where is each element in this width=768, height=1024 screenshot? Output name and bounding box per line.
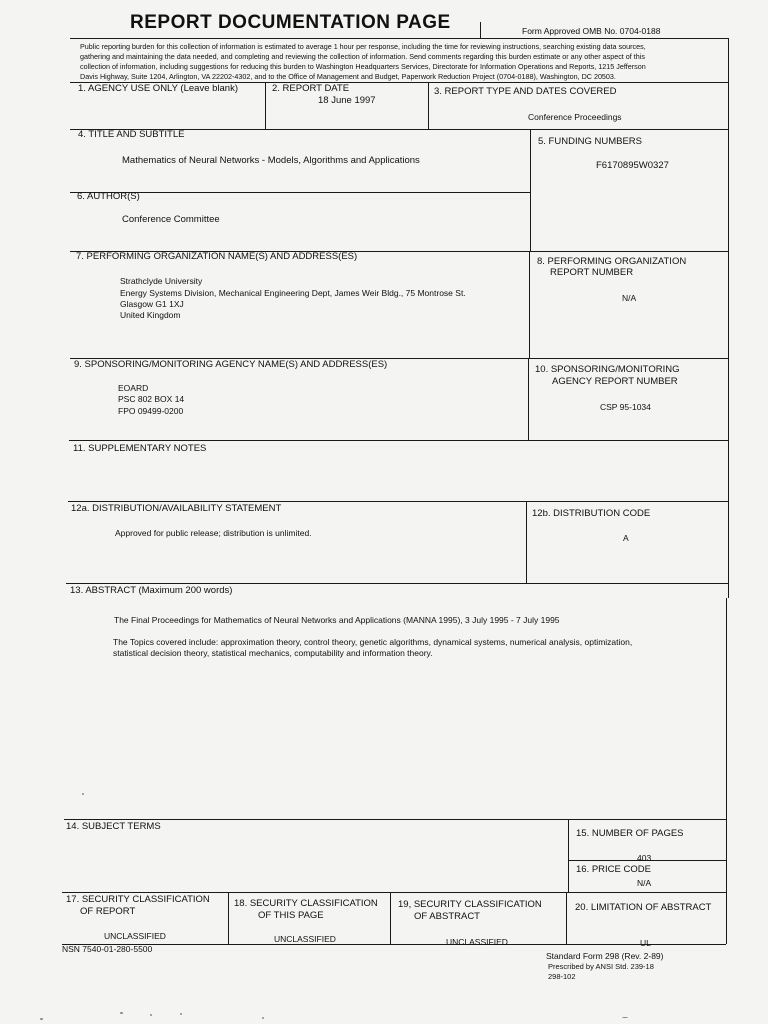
scan-speck	[40, 1018, 43, 1020]
number-of-pages-value: 403	[637, 853, 652, 863]
funding-numbers-value: F6170895W0327	[596, 160, 669, 171]
sponsoring-agency-line: EOARD	[118, 383, 149, 393]
abstract-paragraph: statistical decision theory, statistical mechanics, computability and information theory.	[113, 648, 433, 658]
scan-speck	[622, 1017, 628, 1018]
security-report-label: OF REPORT	[80, 906, 136, 917]
scan-speck	[150, 1014, 152, 1016]
subject-terms-label: 14. SUBJECT TERMS	[66, 821, 161, 832]
scan-speck	[180, 1013, 182, 1015]
rule	[62, 944, 726, 945]
form-code-label: 298-102	[548, 972, 576, 981]
rule	[390, 892, 391, 944]
distribution-code-label: 12b. DISTRIBUTION CODE	[532, 508, 651, 519]
title-subtitle-label: 4. TITLE AND SUBTITLE	[78, 129, 185, 140]
burden-line: gathering and maintaining the data needed, and completing and reviewing the collection of information. Send comments regarding this burden estimate or any other aspect of this	[80, 52, 645, 61]
abstract-label: 13. ABSTRACT (Maximum 200 words)	[70, 585, 233, 596]
distribution-code-value: A	[623, 533, 629, 543]
performing-org-line: United Kingdom	[120, 310, 181, 320]
report-type-label: 3. REPORT TYPE AND DATES COVERED	[434, 86, 617, 97]
authors-label: 6. AUTHOR(S)	[77, 191, 140, 202]
price-code-value: N/A	[637, 878, 652, 888]
sponsoring-agency-line: PSC 802 BOX 14	[118, 394, 185, 404]
rule	[480, 22, 481, 39]
rule	[265, 82, 266, 130]
security-abstract-label: OF ABSTRACT	[414, 911, 480, 922]
performing-report-value: N/A	[622, 293, 637, 303]
rule	[70, 38, 728, 39]
limitation-value: UL	[640, 938, 651, 948]
agency-use-label: 1. AGENCY USE ONLY (Leave blank)	[78, 83, 238, 94]
report-date-value: 18 June 1997	[318, 95, 376, 106]
rule	[69, 440, 728, 441]
distribution-statement-label: 12a. DISTRIBUTION/AVAILABILITY STATEMENT	[71, 503, 282, 514]
price-code-label: 16. PRICE CODE	[576, 864, 651, 875]
rule	[64, 819, 726, 820]
security-abstract-label: 19, SECURITY CLASSIFICATION	[398, 899, 542, 910]
report-date-label: 2. REPORT DATE	[272, 83, 350, 94]
number-of-pages-label: 15. NUMBER OF PAGES	[576, 828, 684, 839]
rule	[566, 892, 567, 944]
rule	[526, 501, 527, 583]
prescribed-by-label: Prescribed by ANSI Std. 239-18	[548, 962, 654, 971]
standard-form-label: Standard Form 298 (Rev. 2-89)	[546, 951, 664, 961]
nsn-number: NSN 7540-01-280-5500	[62, 944, 153, 954]
rule	[428, 82, 429, 130]
limitation-label: 20. LIMITATION OF ABSTRACT	[575, 902, 712, 913]
funding-numbers-label: 5. FUNDING NUMBERS	[538, 136, 642, 147]
form-title: REPORT DOCUMENTATION PAGE	[130, 12, 451, 33]
rule	[528, 358, 529, 440]
performing-org-line: Strathclyde University	[120, 276, 203, 286]
scan-speck	[120, 1012, 123, 1014]
sponsoring-agency-line: FPO 09499-0200	[118, 406, 184, 416]
distribution-statement-value: Approved for public release; distribution is unlimited.	[115, 528, 312, 538]
title-subtitle-value: Mathematics of Neural Networks - Models, Algorithms and Applications	[122, 155, 420, 166]
security-page-label: 18. SECURITY CLASSIFICATION	[234, 898, 378, 909]
rule	[726, 598, 727, 944]
burden-line: collection of information, including suggestions for reducing this burden to Washington Headquarters Services, Directorate for Information Operations and Reports, 1215 Jefferson	[80, 62, 646, 71]
performing-org-line: Energy Systems Division, Mechanical Engineering Dept, James Weir Bldg., 75 Montrose St.	[120, 288, 466, 298]
agency-report-label: AGENCY REPORT NUMBER	[552, 376, 678, 387]
rule	[529, 251, 530, 359]
security-abstract-value: UNCLASSIFIED	[446, 937, 508, 947]
performing-org-label: 7. PERFORMING ORGANIZATION NAME(S) AND ADDRESS(ES)	[76, 251, 358, 262]
burden-line: Davis Highway, Suite 1204, Arlington, VA 22202-4302, and to the Office of Management and Budget, Paperwork Reduction Project (0704-0188), Washington, DC 20503.	[80, 72, 616, 81]
scan-speck	[82, 793, 84, 795]
supplementary-notes-label: 11. SUPPLEMENTARY NOTES	[73, 443, 207, 454]
agency-report-label: 10. SPONSORING/MONITORING	[535, 364, 680, 375]
rule	[568, 819, 569, 892]
agency-report-value: CSP 95-1034	[600, 402, 651, 412]
authors-value: Conference Committee	[122, 214, 220, 225]
performing-report-label: REPORT NUMBER	[550, 267, 634, 278]
security-page-label: OF THIS PAGE	[258, 910, 324, 921]
rule	[228, 892, 229, 944]
abstract-paragraph: The Final Proceedings for Mathematics of Neural Networks and Applications (MANNA 1995), 3 July 1995 - 7 July 1995	[114, 615, 560, 625]
performing-report-label: 8. PERFORMING ORGANIZATION	[537, 256, 687, 267]
rule	[66, 583, 728, 584]
rule	[62, 892, 726, 893]
rule	[530, 129, 531, 252]
abstract-paragraph: The Topics covered include: approximation theory, control theory, genetic algorithms, dynamical systems, numerical analysis, optimization,	[113, 637, 633, 647]
sponsoring-agency-label: 9. SPONSORING/MONITORING AGENCY NAME(S) AND ADDRESS(ES)	[74, 359, 388, 370]
burden-line: Public reporting burden for this collection of information is estimated to average 1 hour per response, including the time for reviewing instructions, searching existing data sources,	[80, 42, 646, 51]
security-page-value: UNCLASSIFIED	[274, 934, 336, 944]
security-report-value: UNCLASSIFIED	[104, 931, 166, 941]
rule	[68, 501, 728, 502]
security-report-label: 17. SECURITY CLASSIFICATION	[66, 894, 210, 905]
performing-org-line: Glasgow G1 1XJ	[120, 299, 184, 309]
form-approved-label: Form Approved OMB No. 0704-0188	[522, 26, 661, 36]
rule	[728, 38, 729, 598]
scan-speck	[262, 1017, 264, 1019]
report-type-value: Conference Proceedings	[528, 112, 622, 122]
